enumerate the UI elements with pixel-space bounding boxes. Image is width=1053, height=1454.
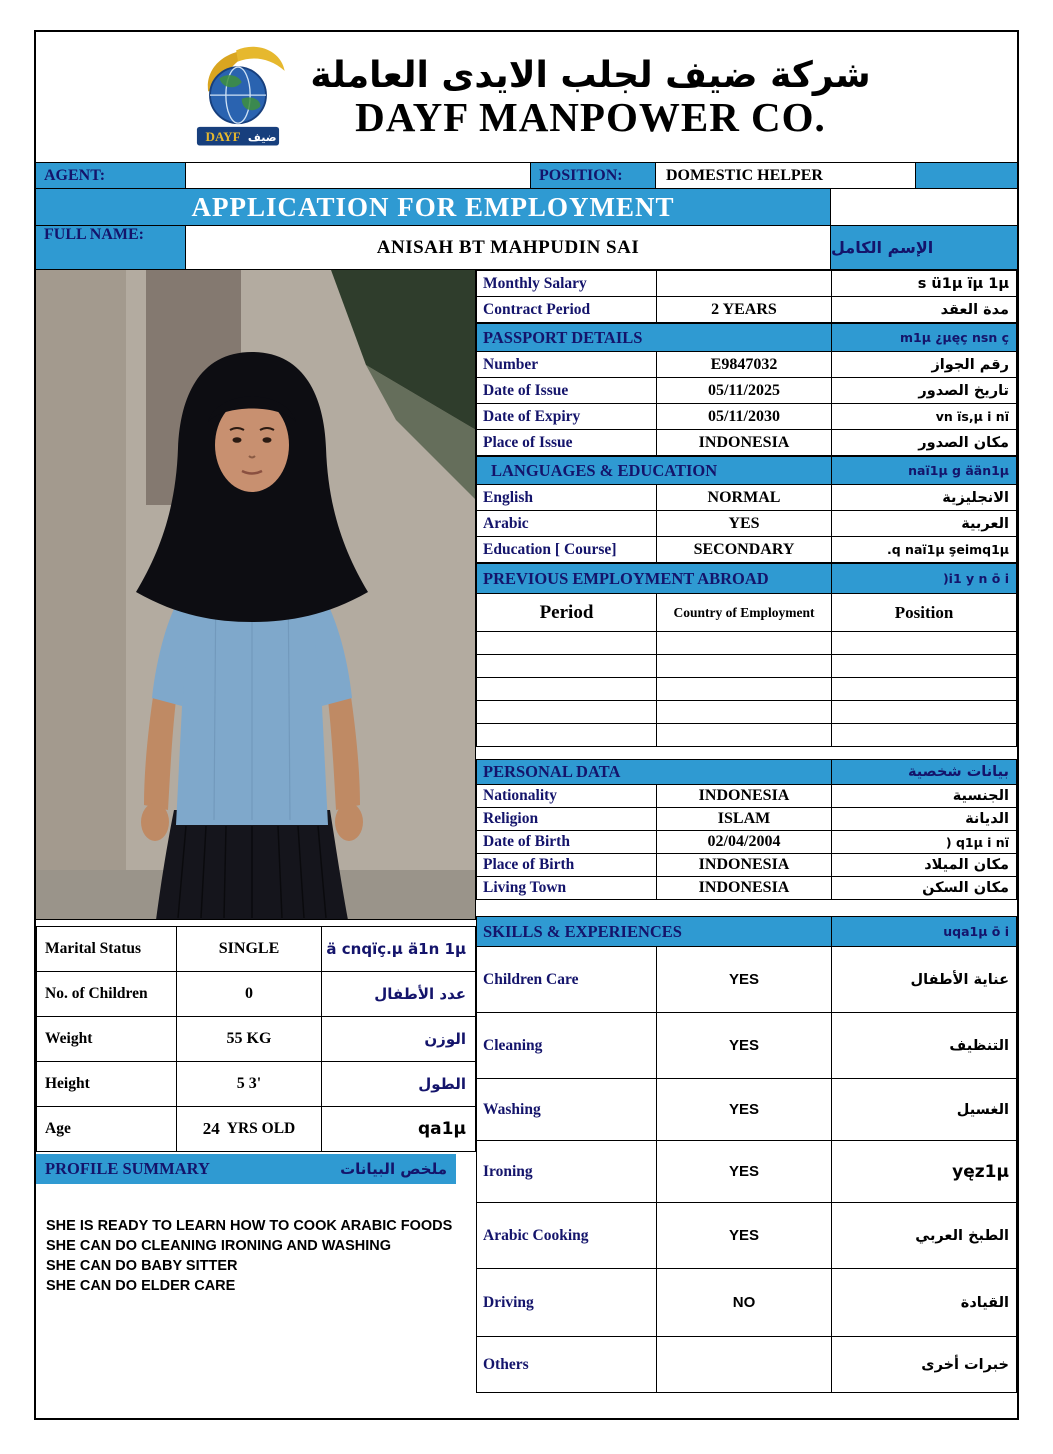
skills-table xyxy=(476,916,1017,1393)
religion-value: ISLAM xyxy=(657,808,832,831)
employment-empty-row xyxy=(477,632,1017,655)
others-value xyxy=(657,1337,832,1393)
living-town-label-ar: مكان السكن xyxy=(832,877,1017,900)
profile-summary-text xyxy=(36,1216,476,1296)
marital-status-value: SINGLE xyxy=(177,927,322,972)
place-of-birth-label-ar: مكان الميلاد xyxy=(832,854,1017,877)
empty-cell xyxy=(477,655,657,678)
summary-line: SHE CAN DO CLEANING IRONING AND WASHING xyxy=(46,1238,392,1254)
logo-text-ar: ضيف xyxy=(248,130,277,144)
passport-table xyxy=(476,323,1017,456)
country-column-header: Country of Employment xyxy=(657,594,832,632)
personal-left-table xyxy=(36,926,476,1152)
arabic-cooking-label-ar: الطبخ العربي xyxy=(832,1203,1017,1269)
children-count-value: 0 xyxy=(177,972,322,1017)
arabic-cooking-row xyxy=(477,1203,1017,1269)
age-value xyxy=(177,1107,322,1152)
arabic-value: YES xyxy=(657,511,832,537)
full-name-label-ar: الإسم الكامل xyxy=(831,226,1017,269)
date-of-issue-row xyxy=(477,378,1017,404)
right-column xyxy=(476,270,1017,1393)
applicant-photo xyxy=(36,270,476,920)
date-of-issue-label-ar: تاريخ الصدور xyxy=(832,378,1017,404)
form-title: APPLICATION FOR EMPLOYMENT xyxy=(36,189,831,225)
height-value: 5 3' xyxy=(177,1062,322,1107)
agent-value xyxy=(186,163,531,188)
position-label: POSITION: xyxy=(531,163,656,188)
application-form xyxy=(34,30,1019,1420)
skills-section-title-ar: uqa1µ ō i xyxy=(832,917,1017,947)
empty-cell xyxy=(657,632,832,655)
children-care-label: Children Care xyxy=(477,947,657,1013)
summary-line: SHE CAN DO ELDER CARE xyxy=(46,1278,236,1294)
skills-section-title: SKILLS & EXPERIENCES xyxy=(477,917,832,947)
banner-row xyxy=(36,189,1017,226)
height-row xyxy=(37,1062,476,1107)
weight-label-ar: الوزن xyxy=(322,1017,476,1062)
monthly-salary-label: Monthly Salary xyxy=(477,271,657,297)
employment-empty-row xyxy=(477,724,1017,747)
nationality-label: Nationality xyxy=(477,785,657,808)
monthly-salary-label-ar: s ü1µ ïµ 1µ xyxy=(832,271,1017,297)
religion-label: Religion xyxy=(477,808,657,831)
empty-cell xyxy=(832,655,1017,678)
living-town-value: INDONESIA xyxy=(657,877,832,900)
english-label: English xyxy=(477,485,657,511)
children-count-label-ar: عدد الأطفال xyxy=(322,972,476,1017)
contract-period-value: 2 YEARS xyxy=(657,297,832,323)
others-label-ar: خبرات أخرى xyxy=(832,1337,1017,1393)
nationality-value: INDONESIA xyxy=(657,785,832,808)
nationality-label-ar: الجنسية xyxy=(832,785,1017,808)
profile-summary-header xyxy=(36,1154,456,1184)
place-of-birth-value: INDONESIA xyxy=(657,854,832,877)
height-label-ar: الطول xyxy=(322,1062,476,1107)
passport-number-label: Number xyxy=(477,352,657,378)
weight-row xyxy=(37,1017,476,1062)
period-column-header: Period xyxy=(477,594,657,632)
monthly-salary-row xyxy=(477,271,1017,297)
washing-label: Washing xyxy=(477,1079,657,1141)
children-care-value: YES xyxy=(657,947,832,1013)
passport-section-title: PASSPORT DETAILS xyxy=(477,324,832,352)
cleaning-row xyxy=(477,1013,1017,1079)
others-label: Others xyxy=(477,1337,657,1393)
others-row xyxy=(477,1337,1017,1393)
cleaning-label-ar: التنظيف xyxy=(832,1013,1017,1079)
date-of-expiry-label: Date of Expiry xyxy=(477,404,657,430)
logo-text-en: DAYF xyxy=(205,128,241,144)
contract-period-label: Contract Period xyxy=(477,297,657,323)
english-label-ar: الانجليزية xyxy=(832,485,1017,511)
children-count-label: No. of Children xyxy=(37,972,177,1017)
education-row xyxy=(477,537,1017,563)
full-name-label: FULL NAME: xyxy=(36,226,186,269)
height-label: Height xyxy=(37,1062,177,1107)
empty-cell xyxy=(832,701,1017,724)
marital-status-label-ar: ä cnqïç.µ ä1n 1µ xyxy=(322,927,476,972)
skills-section-header xyxy=(477,917,1017,947)
previous-employment-title: PREVIOUS EMPLOYMENT ABROAD xyxy=(477,564,832,594)
contract-period-label-ar: مدة العقد xyxy=(832,297,1017,323)
empty-cell xyxy=(657,701,832,724)
date-of-birth-label: Date of Birth xyxy=(477,831,657,854)
driving-row xyxy=(477,1269,1017,1337)
left-column xyxy=(36,270,476,1296)
nationality-row xyxy=(477,785,1017,808)
cleaning-label: Cleaning xyxy=(477,1013,657,1079)
position-column-header: Position xyxy=(832,594,1017,632)
profile-summary-title-ar: ملخص البيانات xyxy=(340,1160,447,1178)
passport-section-header xyxy=(477,324,1017,352)
empty-cell xyxy=(832,678,1017,701)
age-label-ar: qa1µ xyxy=(322,1107,476,1152)
marital-status-row xyxy=(37,927,476,972)
personal-data-header xyxy=(477,760,1017,785)
summary-line: SHE IS READY TO LEARN HOW TO COOK ARABIC FOODS xyxy=(46,1218,453,1234)
previous-employment-columns xyxy=(477,594,1017,632)
place-of-issue-label-ar: مكان الصدور xyxy=(832,430,1017,456)
english-value: NORMAL xyxy=(657,485,832,511)
form-header xyxy=(36,32,1017,162)
languages-section-header xyxy=(477,457,1017,485)
marital-status-label: Marital Status xyxy=(37,927,177,972)
empty-cell xyxy=(657,724,832,747)
passport-number-label-ar: رقم الجواز xyxy=(832,352,1017,378)
agent-position-row xyxy=(36,162,1017,189)
company-titles xyxy=(310,55,870,139)
date-of-issue-value: 05/11/2025 xyxy=(657,378,832,404)
company-logo-icon xyxy=(182,41,294,153)
children-care-label-ar: عناية الأطفال xyxy=(832,947,1017,1013)
languages-table xyxy=(476,456,1017,563)
date-of-expiry-label-ar: vn ïs,µ i nï xyxy=(832,404,1017,430)
company-name-english: DAYF MANPOWER CO. xyxy=(355,94,826,141)
cleaning-value: YES xyxy=(657,1013,832,1079)
education-value: SECONDARY xyxy=(657,537,832,563)
applicant-photo-image xyxy=(36,270,476,920)
passport-number-row xyxy=(477,352,1017,378)
personal-data-title-ar: بيانات شخصية xyxy=(832,760,1017,785)
profile-summary-title: PROFILE SUMMARY xyxy=(45,1159,210,1178)
age-number: 24 xyxy=(202,1119,220,1138)
driving-label: Driving xyxy=(477,1269,657,1337)
empty-cell xyxy=(657,678,832,701)
place-of-birth-row xyxy=(477,854,1017,877)
position-value: DOMESTIC HELPER xyxy=(656,163,916,188)
date-of-issue-label: Date of Issue xyxy=(477,378,657,404)
place-of-issue-label: Place of Issue xyxy=(477,430,657,456)
full-name-row xyxy=(36,226,1017,270)
education-label-ar: .q naï1µ şeimq1µ xyxy=(832,537,1017,563)
education-label: Education [ Course] xyxy=(477,537,657,563)
children-count-row xyxy=(37,972,476,1017)
date-of-birth-row xyxy=(477,831,1017,854)
date-of-birth-label-ar: ) q1µ i nï xyxy=(832,831,1017,854)
empty-cell xyxy=(477,701,657,724)
previous-employment-table xyxy=(476,563,1017,747)
arabic-row xyxy=(477,511,1017,537)
empty-cell xyxy=(832,632,1017,655)
company-name-arabic: شركة ضيف لجلب الايدى العاملة xyxy=(310,54,871,96)
english-row xyxy=(477,485,1017,511)
previous-employment-header xyxy=(477,564,1017,594)
passport-number-value: E9847032 xyxy=(657,352,832,378)
driving-value: NO xyxy=(657,1269,832,1337)
employment-empty-row xyxy=(477,678,1017,701)
monthly-salary-value xyxy=(657,271,832,297)
previous-employment-title-ar: )i1 y n ō i xyxy=(832,564,1017,594)
washing-value: YES xyxy=(657,1079,832,1141)
full-name-value: ANISAH BT MAHPUDIN SAI xyxy=(186,226,831,269)
arabic-label-ar: العربية xyxy=(832,511,1017,537)
ironing-label-ar: yęz1µ xyxy=(832,1141,1017,1203)
personal-data-title: PERSONAL DATA xyxy=(477,760,832,785)
date-of-expiry-value: 05/11/2030 xyxy=(657,404,832,430)
form-body xyxy=(36,270,1017,1393)
ironing-value: YES xyxy=(657,1141,832,1203)
employment-empty-row xyxy=(477,655,1017,678)
empty-cell xyxy=(657,655,832,678)
place-of-birth-label: Place of Birth xyxy=(477,854,657,877)
washing-row xyxy=(477,1079,1017,1141)
empty-cell xyxy=(832,724,1017,747)
weight-label: Weight xyxy=(37,1017,177,1062)
employment-empty-row xyxy=(477,701,1017,724)
weight-value: 55 KG xyxy=(177,1017,322,1062)
banner-filler xyxy=(831,189,1017,225)
ironing-label: Ironing xyxy=(477,1141,657,1203)
religion-row xyxy=(477,808,1017,831)
age-suffix: YRS OLD xyxy=(226,1120,296,1137)
age-row xyxy=(37,1107,476,1152)
languages-section-title-ar: naï1µ g ään1µ xyxy=(832,457,1017,485)
empty-cell xyxy=(477,678,657,701)
salary-table xyxy=(476,270,1017,323)
spacer xyxy=(476,900,1017,916)
living-town-row xyxy=(477,877,1017,900)
agent-label: AGENT: xyxy=(36,163,186,188)
empty-cell xyxy=(477,632,657,655)
religion-label-ar: الديانة xyxy=(832,808,1017,831)
empty-cell xyxy=(477,724,657,747)
place-of-issue-row xyxy=(477,430,1017,456)
ironing-row xyxy=(477,1141,1017,1203)
age-label: Age xyxy=(37,1107,177,1152)
children-care-row xyxy=(477,947,1017,1013)
date-of-expiry-row xyxy=(477,404,1017,430)
spacer xyxy=(476,747,1017,759)
date-of-birth-value: 02/04/2004 xyxy=(657,831,832,854)
agent-row-filler xyxy=(916,163,1017,188)
washing-label-ar: الغسيل xyxy=(832,1079,1017,1141)
summary-line: SHE CAN DO BABY SITTER xyxy=(46,1258,238,1274)
driving-label-ar: القيادة xyxy=(832,1269,1017,1337)
arabic-cooking-label: Arabic Cooking xyxy=(477,1203,657,1269)
living-town-label: Living Town xyxy=(477,877,657,900)
passport-section-title-ar: m1µ ¿µęç nsn ç xyxy=(832,324,1017,352)
contract-period-row xyxy=(477,297,1017,323)
personal-data-table xyxy=(476,759,1017,900)
languages-section-title: LANGUAGES & EDUCATION xyxy=(477,457,832,485)
arabic-cooking-value: YES xyxy=(657,1203,832,1269)
place-of-issue-value: INDONESIA xyxy=(657,430,832,456)
arabic-label: Arabic xyxy=(477,511,657,537)
